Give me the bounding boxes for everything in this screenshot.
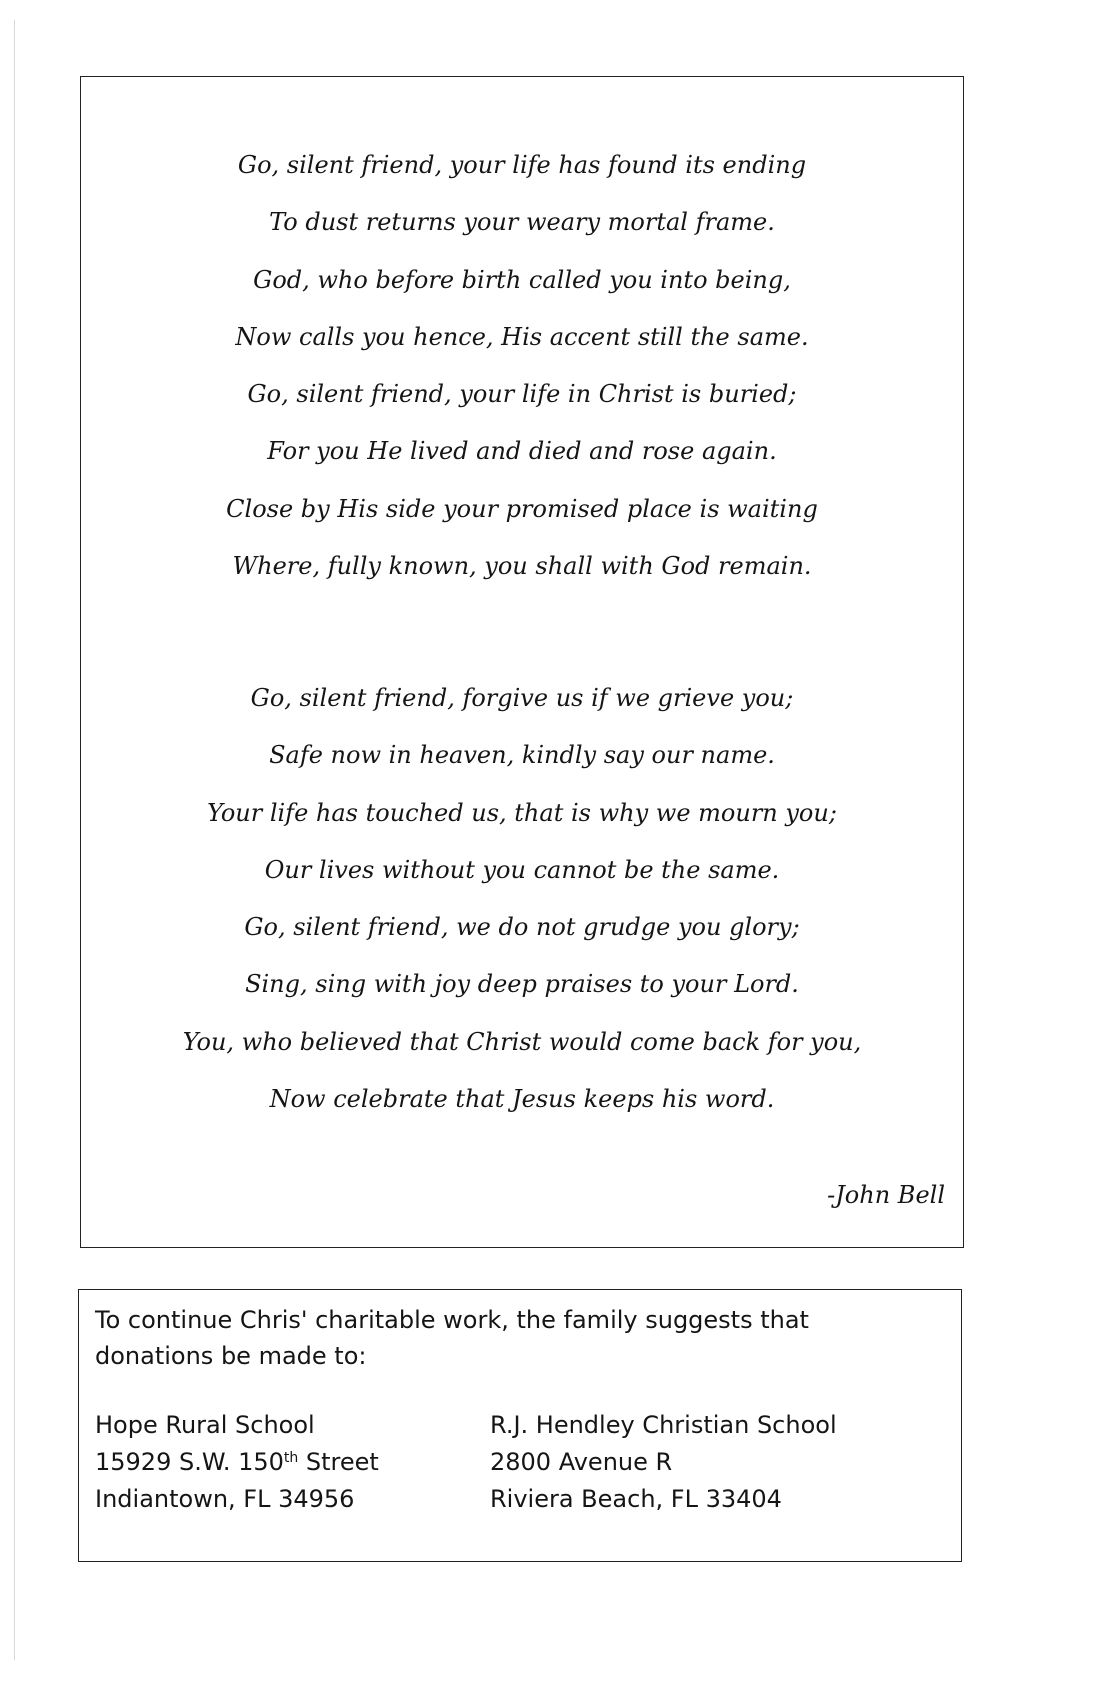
address-hope-rural-school xyxy=(95,1407,379,1518)
school-name: Hope Rural School xyxy=(95,1411,315,1439)
poem-line: Your life has touched us, that is why we mourn you; xyxy=(207,798,837,827)
poem-line: Now calls you hence, His accent still the same. xyxy=(235,322,809,351)
poem-author: -John Bell xyxy=(827,1181,945,1209)
street-name: Street xyxy=(298,1448,379,1476)
poem-line: Go, silent friend, your life in Christ is buried; xyxy=(247,380,797,409)
school-street xyxy=(95,1444,379,1481)
poem-stanza-1 xyxy=(81,137,963,595)
poem-line: Where, fully known, you shall with God remain. xyxy=(232,552,812,581)
poem-stanza-2 xyxy=(81,670,963,1128)
school-city: Riviera Beach, FL 33404 xyxy=(490,1485,782,1513)
school-name: R.J. Hendley Christian School xyxy=(490,1411,837,1439)
poem-box xyxy=(80,76,964,1248)
poem-line: To dust returns your weary mortal frame. xyxy=(269,208,775,237)
poem-line: Safe now in heaven, kindly say our name. xyxy=(269,741,775,770)
donation-box xyxy=(78,1289,962,1562)
street-ordinal: th xyxy=(283,1450,299,1466)
poem-line: Go, silent friend, forgive us if we grieve you; xyxy=(250,684,794,712)
poem-line: For you He lived and died and rose again. xyxy=(267,437,777,466)
school-city: Indiantown, FL 34956 xyxy=(95,1485,355,1513)
poem-line: Go, silent friend, we do not grudge you glory; xyxy=(244,913,800,942)
street-number: 15929 S.W. 150 xyxy=(95,1448,284,1476)
poem-line: Sing, sing with joy deep praises to your Lord. xyxy=(245,970,799,999)
poem-line: Our lives without you cannot be the same. xyxy=(264,855,780,884)
poem-line: Now celebrate that Jesus keeps his word. xyxy=(269,1085,775,1114)
page-binding-edge xyxy=(14,20,15,1660)
poem-line: Go, silent friend, your life has found its ending xyxy=(237,151,807,179)
address-hendley-christian-school xyxy=(490,1407,837,1518)
donation-intro: To continue Chris' charitable work, the family suggests that donations be made to: xyxy=(95,1306,809,1370)
school-street: 2800 Avenue R xyxy=(490,1448,673,1476)
poem-line: Close by His side your promised place is waiting xyxy=(226,494,818,523)
poem-line: You, who believed that Christ would come back for you, xyxy=(182,1027,862,1056)
poem-line: God, who before birth called you into being, xyxy=(253,265,791,294)
